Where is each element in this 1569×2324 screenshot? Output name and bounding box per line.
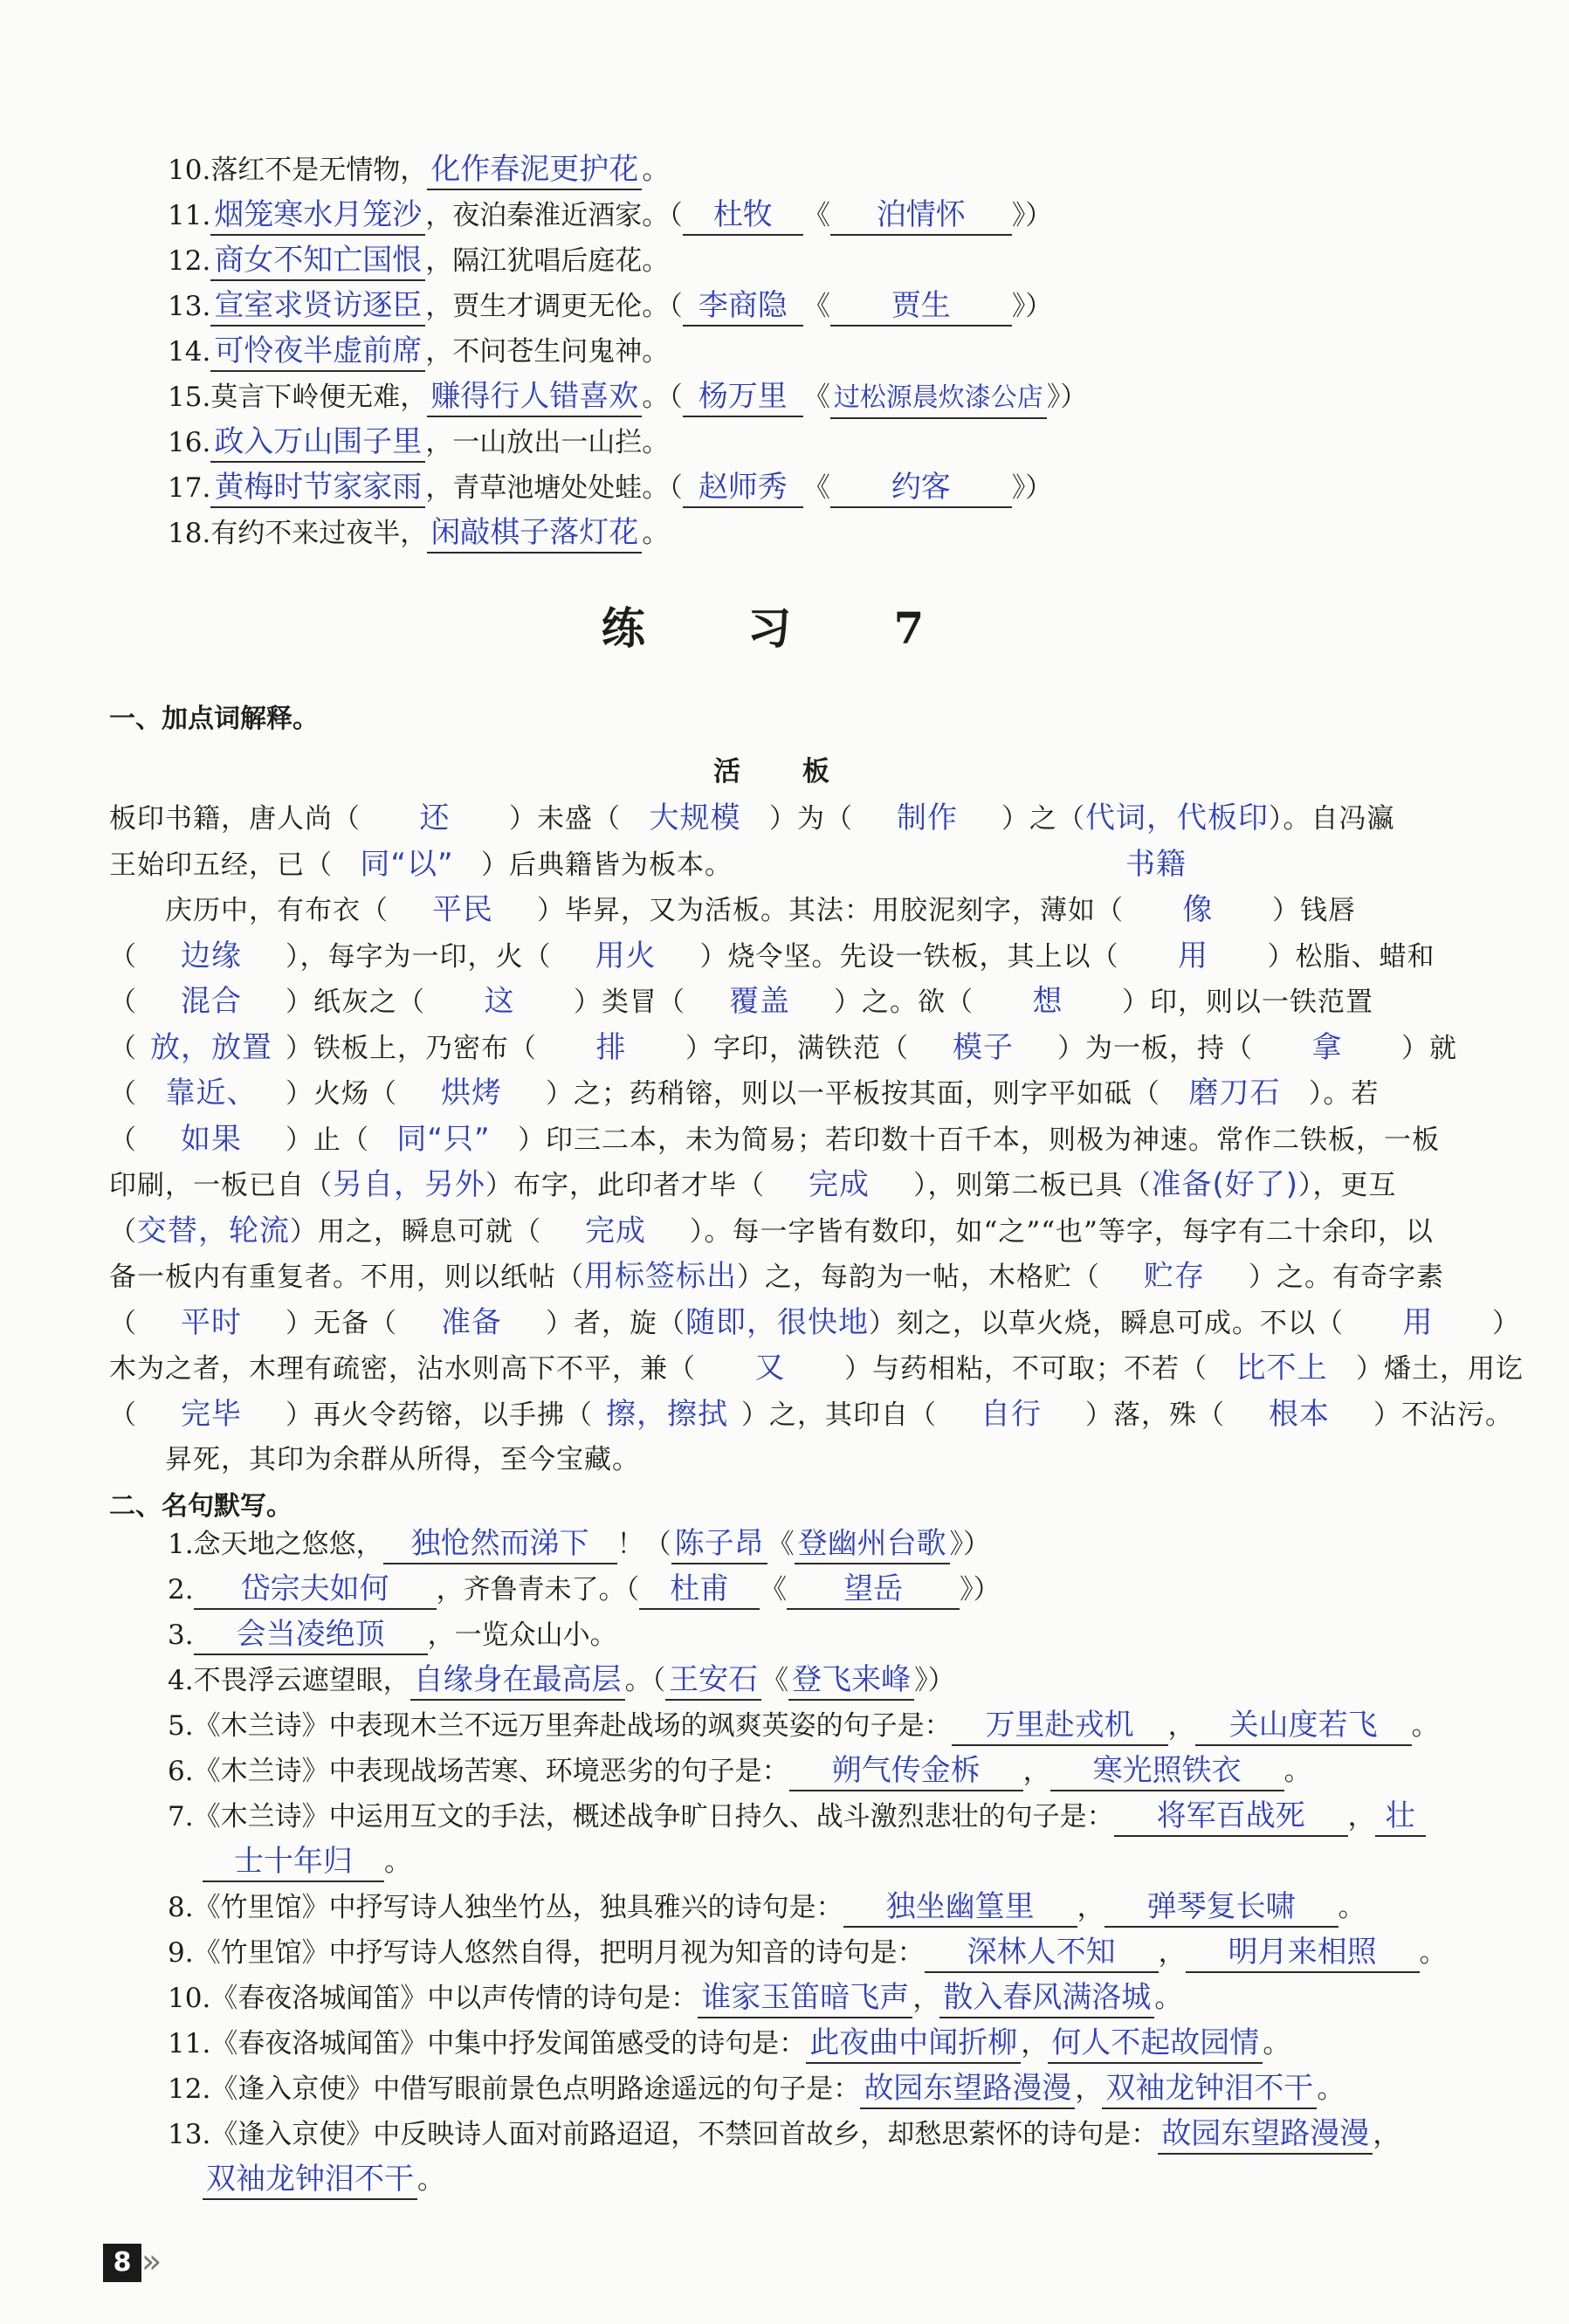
gloss-answer[interactable]: 平民 [432, 892, 493, 927]
passage-line: （ 靠近、 ）火炀（ 烘烤 ）之；药稍镕，则以一平板按其面，则字平如砥（ 磨刀石 ）。若 [109, 1071, 1506, 1117]
gloss-answer[interactable]: 还 [419, 801, 451, 835]
gloss-answer[interactable]: 准备 [441, 1304, 502, 1340]
answer-blank[interactable]: 岱宗夫如何 [194, 1570, 437, 1610]
answer-blank[interactable]: 故园东望路漫漫 [860, 2069, 1075, 2109]
gloss-answer[interactable]: 用标签标出 [584, 1259, 737, 1294]
answer-blank[interactable]: 明月来相照 [1186, 1933, 1420, 1973]
author-blank[interactable]: 杜牧 [683, 196, 803, 236]
gloss-answer[interactable]: 排 [595, 1029, 627, 1065]
list-item: 14. 可怜夜半虚前席 ，不问苍生问鬼神。 [168, 332, 669, 372]
quote-item: 10.《春夜洛城闻笛》中以声传情的诗句是： 谁家玉笛暗飞声 ， 散入春风满洛城 。 [168, 1978, 1181, 2018]
gloss-answer[interactable]: 烘烤 [441, 1076, 502, 1110]
author-blank[interactable]: 陈子昂 [671, 1524, 767, 1564]
answer-blank[interactable]: 壮 [1375, 1797, 1426, 1837]
passage-line: （ 放，放置 ）铁板上，乃密布（ 排 ）字印，满铁范（ 模子 ）为一板，持（ 拿 ）就 [109, 1026, 1506, 1072]
answer-blank[interactable]: 故园东望路漫漫 [1158, 2114, 1373, 2155]
page-number: 8 [103, 2244, 141, 2282]
gloss-answer[interactable]: 用火 [595, 938, 657, 973]
gloss-answer[interactable]: 覆盖 [729, 984, 790, 1019]
list-item: 18.有约不来过夜半， 闲敲棋子落灯花 。 [168, 513, 669, 553]
passage [109, 796, 1524, 1483]
gloss-answer[interactable]: 这 [484, 984, 515, 1019]
quote-item: 13.《逢入京使》中反映诗人面对前路迢迢，不禁回首故乡，却愁思萦怀的诗句是： 故园东望路漫漫 ， [168, 2114, 1400, 2155]
answer-blank[interactable]: 关山度若飞 [1195, 1706, 1412, 1746]
passage-line: 备一板内有重复者。不用，则以纸帖（用标签标出）之，每韵为一帖，木格贮（ 贮存 ）之。有奇字素 [109, 1255, 1506, 1301]
list-item: 17. 黄梅时节家家雨 ，青草池塘处处蛙。（ 赵师秀 《 约客 》） [168, 468, 1052, 508]
gloss-answer[interactable]: 又 [754, 1351, 786, 1385]
gloss-answer[interactable]: 代词，代板印 [1085, 801, 1269, 835]
gloss-answer[interactable]: 同“以” [360, 846, 454, 882]
gloss-answer[interactable]: 像 [1182, 892, 1214, 927]
quote-item-continued: 士十年归 。 [203, 1842, 411, 1882]
title-blank[interactable]: 登飞来峰 [788, 1660, 914, 1701]
author-blank[interactable]: 杜甫 [639, 1570, 760, 1610]
quote-item: 12.《逢入京使》中借写眼前景色点明路途遥远的句子是： 故园东望路漫漫 ， 双袖龙钟泪不干 。 [168, 2069, 1344, 2109]
passage-line: （ 如果 ）止（ 同“只” ）印三二本，未为简易；若印数十百千本，则极为神速。常作二铁板，一板 [109, 1117, 1506, 1164]
title-blank[interactable]: 泊情怀 [830, 196, 1012, 236]
exercise-title: 练 习 7 [601, 602, 968, 654]
answer-blank[interactable]: 双袖龙钟泪不干 [1102, 2069, 1317, 2109]
answer-blank[interactable]: 士十年归 [203, 1842, 384, 1882]
gloss-answer[interactable]: 平时 [181, 1304, 242, 1340]
answer-blank[interactable]: 宣室求贤访逐臣 [210, 286, 425, 327]
quote-item: 3. 会当凌绝顶 ，一览众山小。 [168, 1615, 617, 1655]
gloss-answer[interactable]: 随即，很快地 [685, 1304, 869, 1340]
gloss-answer[interactable]: 模子 [953, 1029, 1014, 1065]
gloss-answer[interactable]: 靠近、 [165, 1076, 258, 1110]
list-item: 15.莫言下岭便无难， 赚得行人错喜欢 。（ 杨万里 《 过松源晨炊漆公店 》） [168, 377, 1087, 419]
list-item: 13. 宣室求贤访逐臣 ，贾生才调更无伦。（ 李商隐 《 贾生 》） [168, 286, 1052, 327]
answer-blank[interactable]: 烟笼寒水月笼沙 [210, 196, 425, 236]
title-blank[interactable]: 约客 [830, 468, 1012, 508]
gloss-answer[interactable]: 制作 [897, 801, 958, 835]
gloss-answer[interactable]: 放，放置 [150, 1029, 272, 1065]
list-item: 11. 烟笼寒水月笼沙 ，夜泊秦淮近酒家。（ 杜牧 《 泊情怀 》） [168, 196, 1052, 236]
list-item: 16. 政入万山围子里 ，一山放出一山拦。 [168, 423, 669, 463]
answer-blank[interactable]: 何人不起故园情 [1048, 2024, 1263, 2064]
quote-item: 6.《木兰诗》中表现战场苦寒、环境恶劣的句子是： 朔气传金柝 ， 寒光照铁衣 。 [168, 1751, 1311, 1791]
answer-blank[interactable]: 深林人不知 [925, 1933, 1159, 1973]
passage-line: （ 完毕 ）再火令药镕，以手拂（ 擦，擦拭 ）之，其印自（ 自行 ）落，殊（ 根本 ）不沾污。 [109, 1392, 1506, 1439]
gloss-answer[interactable]: 用 [1402, 1304, 1434, 1340]
title-blank[interactable]: 登幽州台歌 [795, 1524, 950, 1564]
gloss-answer[interactable]: 想 [1032, 984, 1063, 1019]
quote-item: 9.《竹里馆》中抒写诗人悠然自得，把明月视为知音的诗句是： 深林人不知 ， 明月来相照 。 [168, 1933, 1447, 1973]
answer-blank[interactable]: 此夜曲中闻折柳 [806, 2024, 1021, 2064]
gloss-answer[interactable]: 另自，另外 [333, 1167, 485, 1202]
title-blank[interactable]: 过松源晨炊漆公店 [830, 379, 1047, 419]
quote-item: 8.《竹里馆》中抒写诗人独坐竹丛，独具雅兴的诗句是： 独坐幽篁里 ， 弹琴复长啸 。 [168, 1887, 1366, 1928]
answer-blank[interactable]: 朔气传金柝 [789, 1751, 1023, 1791]
passage-line: （ 混合 ）纸灰之（ 这 ）类冒（ 覆盖 ）之。欲（ 想 ）印，则以一铁范置 [109, 980, 1506, 1026]
gloss-answer[interactable]: 如果 [181, 1121, 242, 1157]
quote-item: 1.念天地之悠悠， 独怆然而涕下 ！（ 陈子昂 《 登幽州台歌 》） [168, 1524, 990, 1564]
answer-blank[interactable]: 黄梅时节家家雨 [210, 468, 425, 508]
passage-line: （交替，轮流）用之，瞬息可就（ 完成 ）。每一字皆有数印，如“之”“也”等字，每字有二十余印，以 [109, 1209, 1506, 1255]
gloss-answer[interactable]: 完毕 [181, 1396, 242, 1432]
gloss-answer[interactable]: 混合 [181, 984, 242, 1019]
answer-blank[interactable]: 万里赴戎机 [952, 1706, 1168, 1746]
answer-blank[interactable]: 闲敲棋子落灯花 [427, 513, 642, 553]
author-blank[interactable]: 杨万里 [683, 377, 803, 417]
chevron-right-icon: » [141, 2242, 162, 2280]
gloss-answer[interactable]: 贮存 [1144, 1259, 1205, 1294]
passage-line: 庆历中，有布衣（ 平民 ）毕昇，又为活板。其法：用胶泥刻字，薄如（ 像 ）钱唇 [109, 888, 1506, 934]
title-blank[interactable]: 贾生 [830, 286, 1012, 327]
answer-blank[interactable]: 会当凌绝顶 [194, 1615, 428, 1655]
answer-blank[interactable]: 可怜夜半虚前席 [210, 332, 425, 372]
quote-item: 7.《木兰诗》中运用互文的手法，概述战争旷日持久、战斗激烈悲壮的句子是： 将军百战死 ， 壮 [168, 1797, 1426, 1837]
list-item: 12. 商女不知亡国恨 ，隔江犹唱后庭花。 [168, 241, 669, 281]
quote-item: 5.《木兰诗》中表现木兰不远万里奔赴战场的飒爽英姿的句子是： 万里赴戎机 ， 关山度若飞 。 [168, 1706, 1439, 1746]
gloss-answer[interactable]: 准备(好了) [1151, 1167, 1299, 1202]
section-heading: 一、加点词解释。 [109, 704, 319, 734]
passage-line: 昇死，其印为余群从所得，至今宝藏。 [109, 1444, 640, 1475]
answer-blank[interactable]: 政入万山围子里 [210, 423, 425, 463]
answer-blank[interactable]: 双袖龙钟泪不干 [203, 2160, 417, 2200]
answer-blank[interactable]: 独坐幽篁里 [843, 1887, 1077, 1928]
answer-blank[interactable]: 商女不知亡国恨 [210, 241, 425, 281]
answer-blank[interactable]: 将军百战死 [1114, 1797, 1348, 1837]
passage-title: 活 板 [713, 756, 856, 787]
quote-item: 2. 岱宗夫如何 ，齐鲁青未了。（ 杜甫 《 望岳 》） [168, 1570, 1001, 1610]
author-blank[interactable]: 赵师秀 [683, 468, 803, 508]
author-blank[interactable]: 王安石 [665, 1660, 761, 1701]
quote-item: 11.《春夜洛城闻笛》中集中抒发闻笛感受的诗句是： 此夜曲中闻折柳 ， 何人不起故园情 。 [168, 2024, 1290, 2064]
author-blank[interactable]: 李商隐 [683, 286, 803, 327]
gloss-answer[interactable]: 磨刀石 [1188, 1076, 1281, 1110]
passage-line: 印刷，一板已自（另自，另外）布字，此印者才毕（ 完成 ），则第二板已具（准备(好了)），更互 [109, 1163, 1506, 1209]
passage-line: 板印书籍，唐人尚（ 还 ）未盛（ 大规模 ）为（ 制作 ）之（代词，代板印）。自冯瀛 [109, 796, 1506, 842]
answer-blank[interactable]: 散入春风满洛城 [939, 1978, 1154, 2018]
section-heading: 二、名句默写。 [109, 1491, 292, 1522]
passage-line: 木为之者，木理有疏密，沾水则高下不平，兼（ 又 ）与药相粘，不可取；不若（ 比不上 ）燔土，用讫 [109, 1346, 1506, 1392]
gloss-answer[interactable]: 书籍 [1125, 846, 1187, 882]
gloss-answer[interactable]: 同“只” [396, 1121, 491, 1157]
answer-blank[interactable]: 独怆然而涕下 [383, 1524, 617, 1564]
quote-item: 4.不畏浮云遮望眼， 自缘身在最高层 。（ 王安石 《 登飞来峰 》） [168, 1660, 955, 1701]
gloss-answer[interactable]: 完成 [809, 1167, 870, 1202]
gloss-answer[interactable]: 擦，擦拭 [606, 1396, 728, 1432]
answer-blank[interactable]: 化作春泥更护花 [427, 150, 642, 190]
title-blank[interactable]: 望岳 [787, 1570, 960, 1610]
answer-blank[interactable]: 寒光照铁衣 [1050, 1751, 1284, 1791]
gloss-answer[interactable]: 交替，轮流 [137, 1213, 290, 1248]
passage-line: （ 平时 ）无备（ 准备 ）者，旋（随即，很快地）刻之，以草火烧，瞬息可成。不以（ 用 ） [109, 1301, 1506, 1347]
answer-blank[interactable]: 自缘身在最高层 [410, 1660, 625, 1701]
gloss-answer[interactable]: 大规模 [649, 801, 741, 835]
gloss-answer[interactable]: 边缘 [181, 938, 242, 973]
gloss-answer[interactable]: 完成 [585, 1213, 646, 1248]
list-item: 10.落红不是无情物， 化作春泥更护花 。 [168, 150, 669, 190]
passage-line: （ 边缘 ），每字为一印，火（ 用火 ）烧令坚。先设一铁板，其上以（ 用 ）松脂、蜡和 [109, 934, 1506, 980]
gloss-answer[interactable]: 自行 [981, 1396, 1042, 1432]
answer-blank[interactable]: 赚得行人错喜欢 [427, 377, 642, 417]
gloss-answer[interactable]: 比不上 [1235, 1351, 1328, 1385]
quote-item-continued: 双袖龙钟泪不干 。 [203, 2160, 444, 2200]
answer-blank[interactable]: 弹琴复长啸 [1104, 1887, 1338, 1928]
gloss-answer[interactable]: 拿 [1311, 1029, 1343, 1065]
answer-blank[interactable]: 谁家玉笛暗飞声 [698, 1978, 912, 2018]
gloss-answer[interactable]: 根本 [1269, 1396, 1330, 1432]
gloss-answer[interactable]: 用 [1178, 938, 1208, 973]
passage-line: 王始印五经，已（ 同“以” ）后典籍皆为板本。 书籍 [109, 842, 1506, 889]
